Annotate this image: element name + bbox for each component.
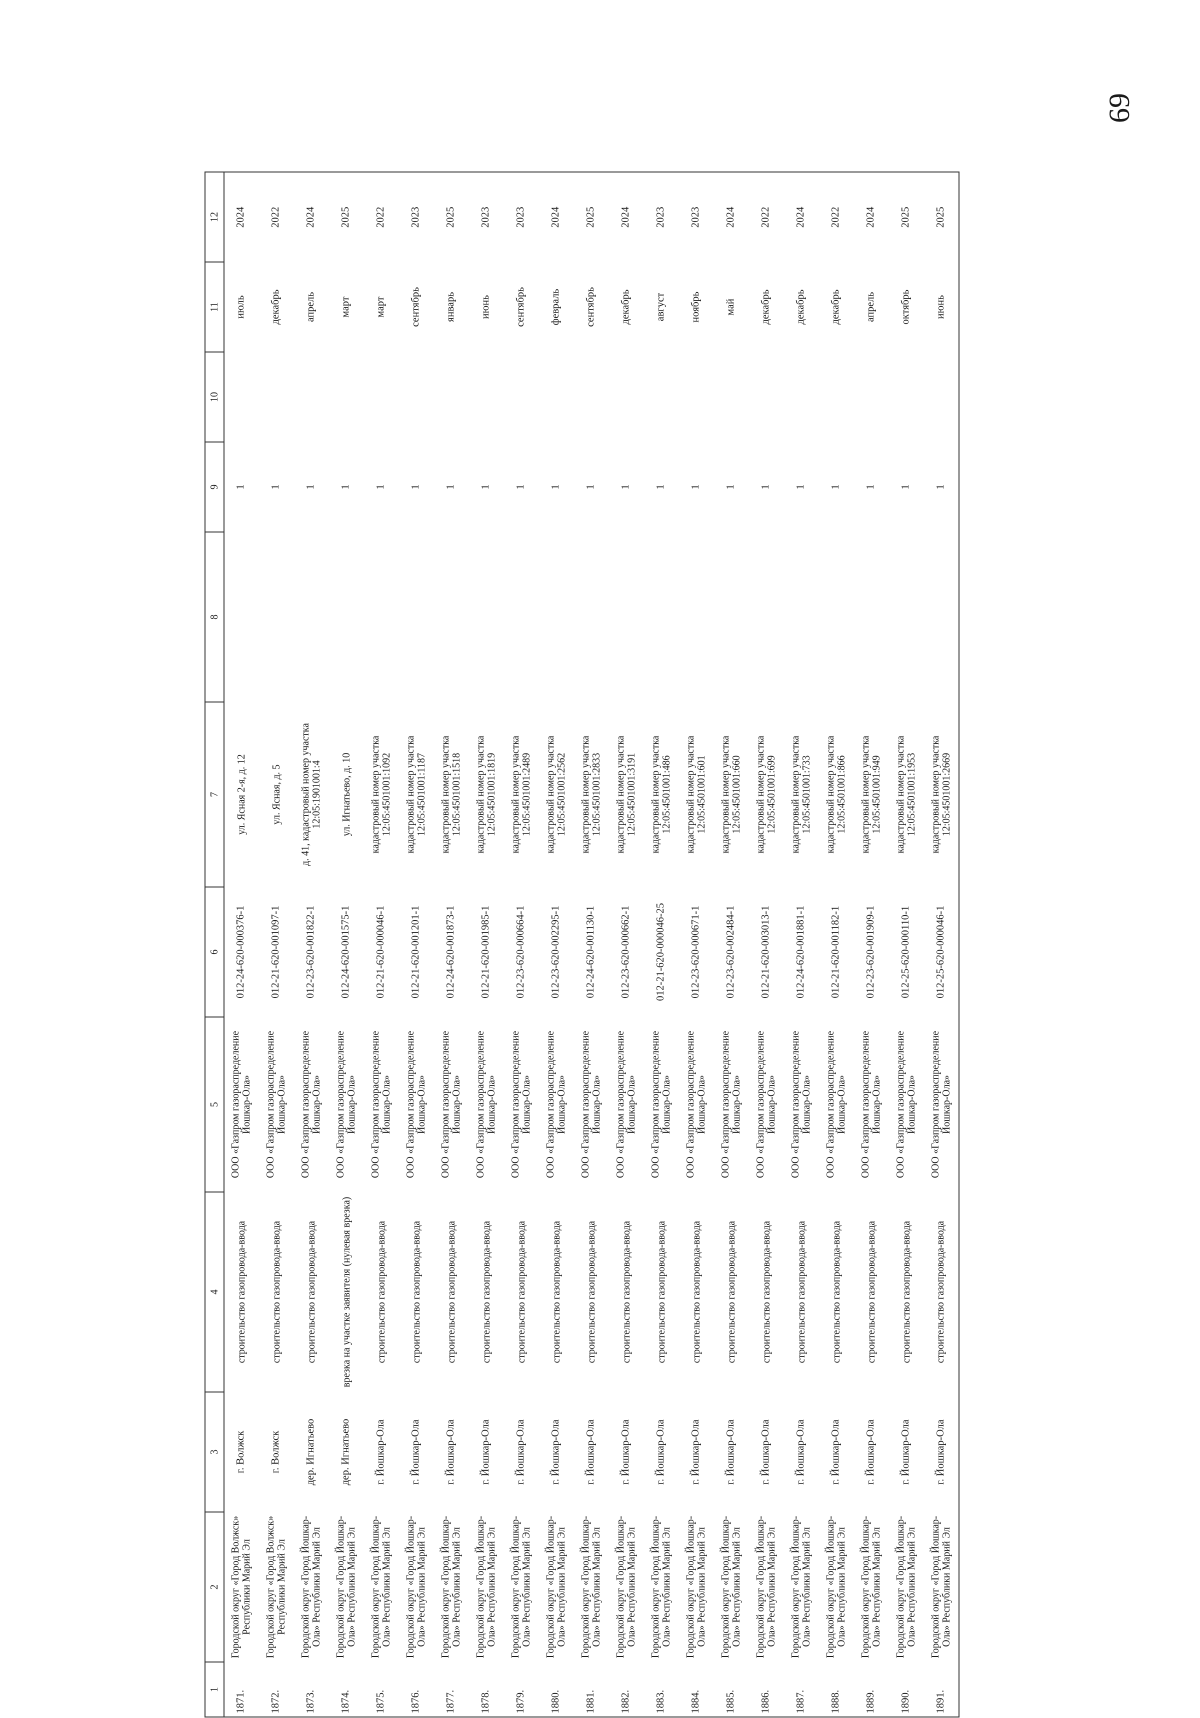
year-cell: 2024 bbox=[854, 172, 889, 262]
locality-cell: г. Йошкар-Ола bbox=[690, 1419, 702, 1485]
table-header bbox=[205, 172, 224, 1717]
application-code-cell: 012-23-620-000662-1 bbox=[620, 905, 632, 999]
organization-cell: ООО «Газпром газораспределение Йошкар-Ола» bbox=[895, 1030, 918, 1179]
work-type-cell: строительство газопровода-ввода bbox=[306, 1220, 317, 1364]
locality-cell: г. Йошкар-Ола bbox=[900, 1419, 912, 1485]
quantity-cell: 1 bbox=[830, 484, 842, 490]
year-cell: 2023 bbox=[679, 172, 714, 262]
locality-cell: г. Йошкар-Ола bbox=[655, 1419, 667, 1485]
address-cell: кадастровый номер участка 12:05:4501001:2833 bbox=[580, 735, 603, 854]
work-type-cell: строительство газопровода-ввода bbox=[586, 1220, 597, 1364]
municipal-district-cell: Городской округ «Город Йошкар-Ола» Республики Марий Эл bbox=[405, 1515, 428, 1659]
column-10-cell bbox=[434, 352, 469, 442]
locality-cell: г. Йошкар-Ола bbox=[865, 1419, 877, 1485]
row-number-cell: 1871. bbox=[224, 1662, 259, 1717]
address-cell: кадастровый номер участка 12:05:4501001:2669 bbox=[924, 702, 959, 887]
address-cell: кадастровый номер участка 12:05:4501001:1187 bbox=[405, 735, 428, 854]
application-code-cell: 012-21-620-001182-1 bbox=[830, 905, 842, 999]
year-cell: 2024 bbox=[714, 172, 749, 262]
rotated-table-container bbox=[205, 173, 960, 1718]
row-number-cell: 1881. bbox=[574, 1662, 609, 1717]
year-cell: 2022 bbox=[259, 172, 294, 262]
organization-cell: ООО «Газпром газораспределение Йошкар-Ола» bbox=[300, 1030, 323, 1179]
application-code-cell: 012-25-620-000046-1 bbox=[924, 887, 959, 1017]
column-10-cell bbox=[329, 352, 364, 442]
work-type-cell: строительство газопровода-ввода bbox=[691, 1220, 702, 1364]
municipal-district-cell: Городской округ «Город Йошкар-Ола» Республики Марий Эл bbox=[545, 1515, 568, 1659]
row-number-cell: 1885. bbox=[714, 1662, 749, 1717]
column-10-cell bbox=[364, 352, 399, 442]
organization-cell: ООО «Газпром газораспределение Йошкар-Ола» bbox=[230, 1030, 253, 1179]
municipal-district-cell: Городской округ «Город Йошкар-Ола» Республики Марий Эл bbox=[790, 1515, 813, 1659]
municipal-district-cell: Городской округ «Город Йошкар-Ола» Республики Марий Эл bbox=[860, 1515, 883, 1659]
address-cell: кадастровый номер участка 12:05:4501001:949 bbox=[860, 735, 883, 854]
column-8-cell bbox=[609, 532, 644, 702]
locality-cell: г. Йошкар-Ола bbox=[375, 1419, 387, 1485]
locality-cell: г. Йошкар-Ола bbox=[515, 1419, 527, 1485]
month-cell: декабрь bbox=[830, 289, 842, 325]
month-cell: октябрь bbox=[900, 289, 912, 325]
quantity-cell: 1 bbox=[585, 484, 597, 490]
year-cell: 2025 bbox=[889, 172, 924, 262]
organization-cell: ООО «Газпром газораспределение Йошкар-Ола» bbox=[335, 1030, 358, 1179]
organization-cell: ООО «Газпром газораспределение Йошкар-Ола» bbox=[720, 1030, 743, 1179]
municipal-district-cell: Городской округ «Город Йошкар-Ола» Республики Марий Эл bbox=[685, 1515, 708, 1659]
locality-cell: г. Йошкар-Ола bbox=[620, 1419, 632, 1485]
locality-cell: г. Йошкар-Ола bbox=[480, 1419, 492, 1485]
locality-cell: г. Волжск bbox=[235, 1430, 247, 1474]
locality-cell: г. Йошкар-Ола bbox=[410, 1419, 422, 1485]
organization-cell: ООО «Газпром газораспределение Йошкар-Ола» bbox=[440, 1030, 463, 1179]
column-8-cell bbox=[889, 532, 924, 702]
quantity-cell: 1 bbox=[900, 484, 912, 490]
application-code-cell: 012-23-620-001822-1 bbox=[305, 905, 317, 999]
municipal-district-cell: Городской округ «Город Йошкар-Ола» Республики Марий Эл bbox=[924, 1512, 959, 1662]
application-code-cell: 012-24-620-001130-1 bbox=[585, 905, 597, 999]
year-cell: 2024 bbox=[224, 172, 259, 262]
municipal-district-cell: Городской округ «Город Йошкар-Ола» Республики Марий Эл bbox=[370, 1515, 393, 1659]
work-type-cell: строительство газопровода-ввода bbox=[236, 1220, 248, 1364]
row-number-cell: 1888. bbox=[819, 1662, 854, 1717]
column-8-cell bbox=[924, 532, 959, 702]
quantity-cell: 1 bbox=[690, 484, 702, 490]
row-number-cell: 1884. bbox=[679, 1662, 714, 1717]
column-10-cell bbox=[469, 352, 504, 442]
organization-cell: ООО «Газпром газораспределение Йошкар-Ола» bbox=[405, 1030, 428, 1179]
month-cell: сентябрь bbox=[410, 287, 422, 327]
column-10-cell bbox=[224, 352, 259, 442]
organization-cell: ООО «Газпром газораспределение Йошкар-Ола» bbox=[650, 1030, 673, 1179]
year-cell: 2024 bbox=[294, 172, 329, 262]
address-cell: кадастровый номер участка 12:05:4501001:1518 bbox=[440, 735, 463, 854]
work-type-cell: строительство газопровода-ввода bbox=[446, 1220, 457, 1364]
application-code-cell: 012-24-620-001881-1 bbox=[795, 905, 807, 999]
table-row bbox=[924, 172, 959, 1717]
locality-cell: г. Йошкар-Ола bbox=[550, 1419, 562, 1485]
locality-cell: г. Йошкар-Ола bbox=[795, 1419, 807, 1485]
table-row bbox=[714, 172, 749, 1717]
column-10-cell bbox=[609, 352, 644, 442]
quantity-cell: 1 bbox=[550, 484, 562, 490]
application-code-cell: 012-21-620-000046-25 bbox=[655, 903, 667, 1001]
column-number-8: 8 bbox=[205, 532, 224, 702]
quantity-cell: 1 bbox=[480, 484, 492, 490]
work-type-cell: строительство газопровода-ввода bbox=[516, 1220, 527, 1364]
row-number-cell: 1887. bbox=[784, 1662, 819, 1717]
month-cell: апрель bbox=[305, 291, 317, 323]
municipal-district-cell: Городской округ «Город Йошкар-Ола» Республики Марий Эл bbox=[825, 1515, 848, 1659]
application-code-cell: 012-23-620-002484-1 bbox=[725, 905, 737, 999]
year-cell: 2023 bbox=[504, 172, 539, 262]
quantity-cell: 1 bbox=[924, 442, 959, 532]
quantity-cell: 1 bbox=[865, 484, 877, 490]
column-10-cell bbox=[574, 352, 609, 442]
locality-cell: г. Йошкар-Ола bbox=[830, 1419, 842, 1485]
month-cell: апрель bbox=[865, 291, 877, 323]
year-cell: 2025 bbox=[329, 172, 364, 262]
municipal-district-cell: Городской округ «Город Йошкар-Ола» Республики Марий Эл bbox=[650, 1515, 673, 1659]
application-code-cell: 012-24-620-001873-1 bbox=[445, 905, 457, 999]
address-cell: ул. Ясная, д. 5 bbox=[271, 764, 282, 825]
application-code-cell: 012-21-620-003013-1 bbox=[760, 905, 772, 999]
application-code-cell: 012-23-620-000664-1 bbox=[515, 905, 527, 999]
month-cell: март bbox=[375, 296, 387, 318]
month-cell: декабрь bbox=[795, 289, 807, 325]
work-type-cell: врезка на участке заявителя (нулевая врезка) bbox=[341, 1196, 352, 1388]
organization-cell: ООО «Газпром газораспределение Йошкар-Ола» bbox=[370, 1030, 393, 1179]
work-type-cell: строительство газопровода-ввода bbox=[761, 1220, 772, 1364]
row-number-cell: 1874. bbox=[329, 1662, 364, 1717]
table-row bbox=[819, 172, 854, 1717]
row-number-cell: 1886. bbox=[749, 1662, 784, 1717]
column-8-cell bbox=[714, 532, 749, 702]
column-number-row bbox=[205, 172, 224, 1717]
month-cell: август bbox=[655, 292, 667, 322]
row-number-cell: 1879. bbox=[504, 1662, 539, 1717]
work-type-cell: строительство газопровода-ввода bbox=[656, 1220, 667, 1364]
address-cell: кадастровый номер участка 12:05:4501001:699 bbox=[755, 735, 778, 854]
table-row bbox=[609, 172, 644, 1717]
quantity-cell: 1 bbox=[620, 484, 632, 490]
column-10-cell bbox=[399, 352, 434, 442]
table-body bbox=[224, 172, 959, 1717]
table-row bbox=[399, 172, 434, 1717]
year-cell: 2024 bbox=[784, 172, 819, 262]
table-row bbox=[749, 172, 784, 1717]
quantity-cell: 1 bbox=[515, 484, 527, 490]
work-type-cell: строительство газопровода-ввода bbox=[551, 1220, 562, 1364]
column-10-cell bbox=[259, 352, 294, 442]
quantity-cell: 1 bbox=[235, 484, 247, 490]
month-cell: июль bbox=[235, 295, 247, 319]
work-type-cell: строительство газопровода-ввода bbox=[831, 1220, 842, 1364]
column-8-cell bbox=[644, 532, 679, 702]
table-row bbox=[259, 172, 294, 1717]
organization-cell: ООО «Газпром газораспределение Йошкар-Ола» bbox=[265, 1030, 288, 1179]
row-number-cell: 1872. bbox=[259, 1662, 294, 1717]
page-number: 69 bbox=[1103, 93, 1136, 123]
row-number-cell: 1880. bbox=[539, 1662, 574, 1717]
table-row bbox=[504, 172, 539, 1717]
column-number-7: 7 bbox=[205, 702, 224, 887]
column-number-4: 4 bbox=[205, 1192, 224, 1392]
table-row bbox=[434, 172, 469, 1717]
address-cell: кадастровый номер участка 12:05:4501001:601 bbox=[685, 735, 708, 854]
row-number-cell: 1876. bbox=[399, 1662, 434, 1717]
month-cell: январь bbox=[445, 292, 457, 322]
application-code-cell: 012-24-620-001575-1 bbox=[340, 905, 352, 999]
column-8-cell bbox=[784, 532, 819, 702]
application-code-cell: 012-23-620-002295-1 bbox=[550, 905, 562, 999]
address-cell: кадастровый номер участка 12:05:4501001:660 bbox=[720, 735, 743, 854]
column-8-cell bbox=[749, 532, 784, 702]
column-8-cell bbox=[399, 532, 434, 702]
application-code-cell: 012-23-620-000671-1 bbox=[690, 905, 702, 999]
year-cell: 2025 bbox=[924, 172, 959, 262]
table-row bbox=[294, 172, 329, 1717]
organization-cell: ООО «Газпром газораспределение Йошкар-Ола» bbox=[615, 1030, 638, 1179]
column-number-2: 2 bbox=[205, 1512, 224, 1662]
column-10-cell bbox=[679, 352, 714, 442]
application-code-cell: 012-21-620-001985-1 bbox=[480, 905, 492, 999]
row-number-cell: 1878. bbox=[469, 1662, 504, 1717]
address-cell: ул. Игнатьево, д. 10 bbox=[341, 752, 352, 837]
column-10-cell bbox=[854, 352, 889, 442]
row-number-cell: 1890. bbox=[889, 1662, 924, 1717]
column-8-cell bbox=[504, 532, 539, 702]
column-8-cell bbox=[434, 532, 469, 702]
table-row bbox=[539, 172, 574, 1717]
row-number-cell: 1877. bbox=[434, 1662, 469, 1717]
month-cell: март bbox=[340, 296, 352, 318]
month-cell: декабрь bbox=[270, 289, 282, 325]
row-number-cell: 1875. bbox=[364, 1662, 399, 1717]
column-8-cell bbox=[819, 532, 854, 702]
quantity-cell: 1 bbox=[375, 484, 387, 490]
column-number-6: 6 bbox=[205, 887, 224, 1017]
table-row bbox=[854, 172, 889, 1717]
work-type-cell: строительство газопровода-ввода bbox=[866, 1220, 877, 1364]
work-type-cell: строительство газопровода-ввода bbox=[901, 1220, 912, 1364]
year-cell: 2022 bbox=[749, 172, 784, 262]
column-number-1: 1 bbox=[205, 1662, 224, 1717]
work-type-cell: строительство газопровода-ввода bbox=[621, 1220, 632, 1364]
row-number-cell: 1889. bbox=[854, 1662, 889, 1717]
work-type-cell: строительство газопровода-ввода bbox=[376, 1220, 387, 1364]
quantity-cell: 1 bbox=[725, 484, 737, 490]
gasification-register-table bbox=[205, 172, 960, 1718]
year-cell: 2022 bbox=[819, 172, 854, 262]
organization-cell: ООО «Газпром газораспределение Йошкар-Ола» bbox=[825, 1030, 848, 1179]
row-number-cell: 1882. bbox=[609, 1662, 644, 1717]
column-number-5: 5 bbox=[205, 1017, 224, 1192]
month-cell: июнь bbox=[924, 262, 959, 352]
column-number-12: 12 bbox=[205, 172, 224, 262]
column-8-cell bbox=[329, 532, 364, 702]
column-8-cell bbox=[364, 532, 399, 702]
municipal-district-cell: Городской округ «Город Йошкар-Ола» Республики Марий Эл bbox=[720, 1515, 743, 1659]
column-8-cell bbox=[679, 532, 714, 702]
municipal-district-cell: Городской округ «Город Йошкар-Ола» Республики Марий Эл bbox=[475, 1515, 498, 1659]
quantity-cell: 1 bbox=[305, 484, 317, 490]
address-cell: кадастровый номер участка 12:05:4501001:1819 bbox=[475, 735, 498, 854]
column-8-cell bbox=[469, 532, 504, 702]
application-code-cell: 012-21-620-001201-1 bbox=[410, 905, 422, 999]
organization-cell: ООО «Газпром газораспределение Йошкар-Ола» bbox=[755, 1030, 778, 1179]
month-cell: сентябрь bbox=[515, 287, 527, 327]
municipal-district-cell: Городской округ «Город Йошкар-Ола» Республики Марий Эл bbox=[335, 1515, 358, 1659]
quantity-cell: 1 bbox=[445, 484, 457, 490]
organization-cell: ООО «Газпром газораспределение Йошкар-Ола» bbox=[924, 1017, 959, 1192]
year-cell: 2025 bbox=[574, 172, 609, 262]
year-cell: 2024 bbox=[539, 172, 574, 262]
address-cell: кадастровый номер участка 12:05:4501001:486 bbox=[650, 735, 673, 854]
year-cell: 2023 bbox=[469, 172, 504, 262]
application-code-cell: 012-21-620-001097-1 bbox=[270, 905, 282, 999]
column-number-9: 9 bbox=[205, 442, 224, 532]
municipal-district-cell: Городской округ «Город Йошкар-Ола» Республики Марий Эл bbox=[615, 1515, 638, 1659]
row-number-cell: 1883. bbox=[644, 1662, 679, 1717]
municipal-district-cell: Городской округ «Город Йошкар-Ола» Республики Марий Эл bbox=[580, 1515, 603, 1659]
organization-cell: ООО «Газпром газораспределение Йошкар-Ола» bbox=[790, 1030, 813, 1179]
address-cell: кадастровый номер участка 12:05:4501001:733 bbox=[790, 735, 813, 854]
quantity-cell: 1 bbox=[410, 484, 422, 490]
organization-cell: ООО «Газпром газораспределение Йошкар-Ола» bbox=[685, 1030, 708, 1179]
locality-cell: г. Йошкар-Ола bbox=[924, 1392, 959, 1512]
table-row bbox=[224, 172, 259, 1717]
address-cell: кадастровый номер участка 12:05:4501001:1092 bbox=[370, 735, 393, 854]
organization-cell: ООО «Газпром газораспределение Йошкар-Ола» bbox=[475, 1030, 498, 1179]
column-10-cell bbox=[644, 352, 679, 442]
year-cell: 2023 bbox=[399, 172, 434, 262]
application-code-cell: 012-24-620-000376-1 bbox=[235, 905, 247, 999]
organization-cell: ООО «Газпром газораспределение Йошкар-Ола» bbox=[510, 1030, 533, 1179]
year-cell: 2024 bbox=[609, 172, 644, 262]
month-cell: ноябрь bbox=[690, 291, 702, 323]
address-cell: ул. Ясная 2-я, д. 12 bbox=[236, 754, 248, 835]
row-number-cell: 1891. bbox=[924, 1662, 959, 1717]
work-type-cell: строительство газопровода-ввода bbox=[796, 1220, 807, 1364]
address-cell: кадастровый номер участка 12:05:4501001:1953 bbox=[895, 735, 918, 854]
table-row bbox=[574, 172, 609, 1717]
locality-cell: г. Волжск bbox=[270, 1430, 282, 1474]
organization-cell: ООО «Газпром газораспределение Йошкар-Ола» bbox=[545, 1030, 568, 1179]
quantity-cell: 1 bbox=[340, 484, 352, 490]
quantity-cell: 1 bbox=[270, 484, 282, 490]
application-code-cell: 012-21-620-000046-1 bbox=[375, 905, 387, 999]
table-row bbox=[889, 172, 924, 1717]
month-cell: декабрь bbox=[760, 289, 772, 325]
column-number-10: 10 bbox=[205, 352, 224, 442]
work-type-cell: строительство газопровода-ввода bbox=[411, 1220, 422, 1364]
column-8-cell bbox=[294, 532, 329, 702]
column-10-cell bbox=[784, 352, 819, 442]
address-cell: кадастровый номер участка 12:05:4501001:3191 bbox=[615, 735, 638, 854]
column-10-cell bbox=[819, 352, 854, 442]
column-10-cell bbox=[924, 352, 959, 442]
column-8-cell bbox=[854, 532, 889, 702]
month-cell: сентябрь bbox=[585, 287, 597, 327]
column-number-3: 3 bbox=[205, 1392, 224, 1512]
municipal-district-cell: Городской округ «Город Волжск» Республики Марий Эл bbox=[230, 1515, 253, 1659]
table-row bbox=[784, 172, 819, 1717]
locality-cell: г. Йошкар-Ола bbox=[445, 1419, 457, 1485]
municipal-district-cell: Городской округ «Город Йошкар-Ола» Республики Марий Эл bbox=[895, 1515, 918, 1659]
quantity-cell: 1 bbox=[760, 484, 772, 490]
column-10-cell bbox=[714, 352, 749, 442]
application-code-cell: 012-25-620-000110-1 bbox=[900, 905, 912, 999]
quantity-cell: 1 bbox=[655, 484, 667, 490]
month-cell: февраль bbox=[550, 288, 562, 326]
table-row bbox=[469, 172, 504, 1717]
locality-cell: г. Йошкар-Ола bbox=[725, 1419, 737, 1485]
municipal-district-cell: Городской округ «Город Йошкар-Ола» Республики Марий Эл bbox=[300, 1515, 323, 1659]
column-8-cell bbox=[574, 532, 609, 702]
year-cell: 2023 bbox=[644, 172, 679, 262]
address-cell: д. 41, кадастровый номер участка 12:05:1901001:4 bbox=[300, 723, 323, 866]
municipal-district-cell: Городской округ «Город Волжск» Республики Марий Эл bbox=[265, 1515, 288, 1659]
column-10-cell bbox=[504, 352, 539, 442]
table-row bbox=[364, 172, 399, 1717]
work-type-cell: строительство газопровода-ввода bbox=[726, 1220, 737, 1364]
table-row bbox=[679, 172, 714, 1717]
month-cell: июнь bbox=[480, 295, 492, 319]
column-10-cell bbox=[539, 352, 574, 442]
column-10-cell bbox=[889, 352, 924, 442]
table-row bbox=[329, 172, 364, 1717]
address-cell: кадастровый номер участка 12:05:4501001:2562 bbox=[545, 735, 568, 854]
column-10-cell bbox=[294, 352, 329, 442]
locality-cell: дер. Игнатьево bbox=[305, 1418, 317, 1486]
address-cell: кадастровый номер участка 12:05:4501001:866 bbox=[825, 735, 848, 854]
row-number-cell: 1873. bbox=[294, 1662, 329, 1717]
address-cell: кадастровый номер участка 12:05:4501001:2489 bbox=[510, 735, 533, 854]
organization-cell: ООО «Газпром газораспределение Йошкар-Ола» bbox=[860, 1030, 883, 1179]
column-8-cell bbox=[259, 532, 294, 702]
work-type-cell: строительство газопровода-ввода bbox=[271, 1220, 282, 1364]
work-type-cell: строительство газопровода-ввода bbox=[481, 1220, 492, 1364]
column-8-cell bbox=[539, 532, 574, 702]
municipal-district-cell: Городской округ «Город Йошкар-Ола» Республики Марий Эл bbox=[755, 1515, 778, 1659]
locality-cell: г. Йошкар-Ола bbox=[760, 1419, 772, 1485]
work-type-cell: строительство газопровода-ввода bbox=[924, 1192, 959, 1392]
column-number-11: 11 bbox=[205, 262, 224, 352]
year-cell: 2025 bbox=[434, 172, 469, 262]
month-cell: декабрь bbox=[620, 289, 632, 325]
quantity-cell: 1 bbox=[795, 484, 807, 490]
column-10-cell bbox=[749, 352, 784, 442]
municipal-district-cell: Городской округ «Город Йошкар-Ола» Республики Марий Эл bbox=[510, 1515, 533, 1659]
municipal-district-cell: Городской округ «Город Йошкар-Ола» Республики Марий Эл bbox=[440, 1515, 463, 1659]
locality-cell: дер. Игнатьево bbox=[340, 1418, 352, 1486]
locality-cell: г. Йошкар-Ола bbox=[585, 1419, 597, 1485]
year-cell: 2022 bbox=[364, 172, 399, 262]
month-cell: май bbox=[725, 298, 737, 316]
application-code-cell: 012-23-620-001909-1 bbox=[865, 905, 877, 999]
organization-cell: ООО «Газпром газораспределение Йошкар-Ола» bbox=[580, 1030, 603, 1179]
table-row bbox=[644, 172, 679, 1717]
column-8-cell bbox=[224, 532, 259, 702]
